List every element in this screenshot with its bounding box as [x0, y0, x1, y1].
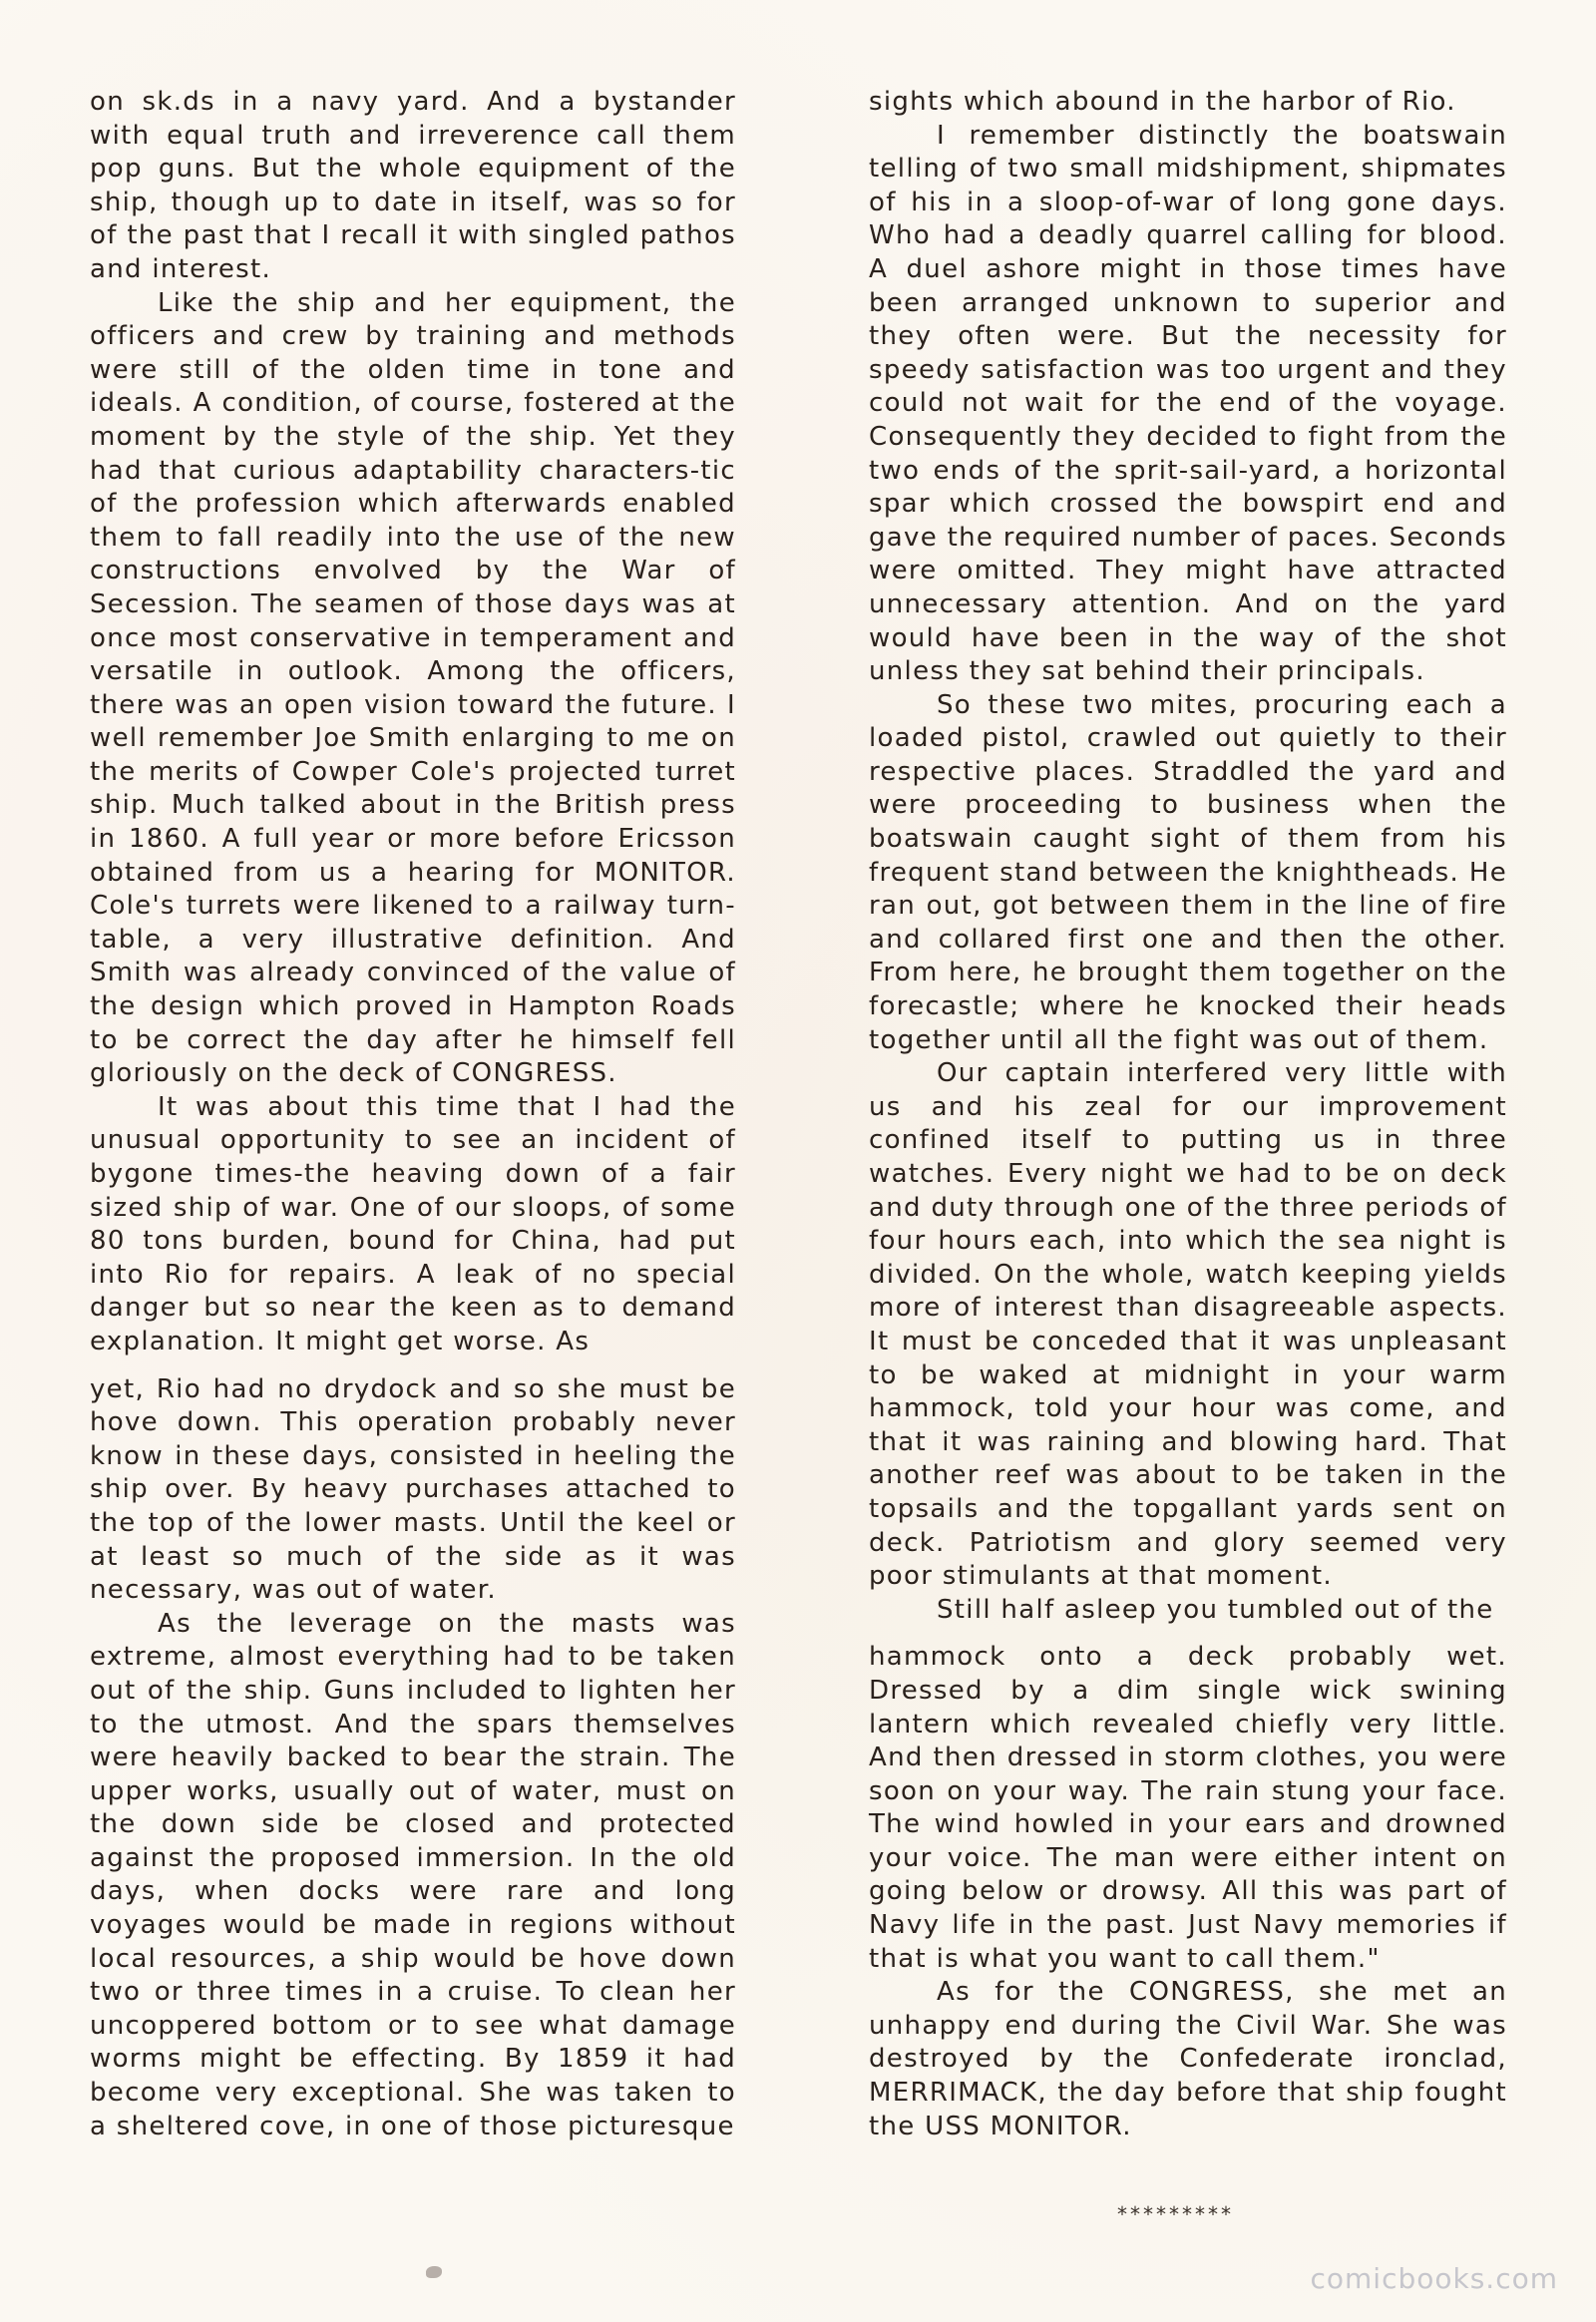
paragraph: It was about this time that I had the unusual opportunity to see an incident of bygone times-the heaving down of a fair sized ship of war. One of our sloops, of some 80 tons burden, bound for China, had put into Rio for repairs. A leak of no special danger but so near the keen as to demand explanation. It might get worse. As — [90, 1091, 736, 1356]
watermark: comicbooks.com — [1310, 2262, 1558, 2295]
paragraph: on sk.ds in a navy yard. And a bystander with equal truth and irreverence call them pop guns. But the whole equipment of the ship, though up to date in itself, was so for of the past that I recall it with singled pathos and interest. — [90, 87, 736, 284]
paragraph: Our captain interfered very little with us and his zeal for our improvement confined itself to putting us in three watches. Every night we had to be on deck and duty through one of the three periods of four hours each, into which the sea night is divided. On the whole, watch keeping yields more of interest than disagreeable aspects. It must be conceded that it was unpleasant to be waked at midnight in your warm hammock, told your hour was come, and that it was raining and blowing hard. That another reef was about to be taken in the topsails and the topgallant yards sent on deck. Patriotism and glory seemed very poor stimulants at that moment. — [869, 1058, 1507, 1592]
paragraph: Still half asleep you tumbled out of the — [937, 1594, 1494, 1625]
paragraph: sights which abound in the harbor of Rio. — [869, 87, 1456, 117]
paragraph: Like the ship and her equipment, the officers and crew by training and methods were still of the olden time in tone and ideals. A condition, of course, fostered at the moment by the style of the ship. Yet they had that curious adaptability characters-tic of the profession which afterwards enabled them to fall readily into the use of the new constructions envolved by the War of Secession. The seamen of those days was at once most conservative in temperament and versatile in outlook. Among the officers, there was an open vision toward the future. I well remember Joe Smith enlarging to me on the merits of Cowper Cole's projected turret ship. Much talked about in the British press in 1860. A full year or more before Ericsson obtained from us a hearing for MONITOR. Cole's turrets were likened to a railway turn-table, a very illustrative definition. And Smith was already convinced of the value of the design which proved in Hampton Roads to be correct the day after he himself fell gloriously on the deck of CONGRESS. — [90, 287, 736, 1089]
paragraph: So these two mites, procuring each a loaded pistol, crawled out quietly to their respective places. Straddled the yard and were proceeding to business when the boatswain caught sight of them from his frequent stand between the knightheads. He ran out, got between them in the line of fire and collared first one and then the other. From here, he brought them together on the forecastle; where he knocked their heads together until all the fight was out of them. — [869, 689, 1507, 1055]
paragraph: I remember distinctly the boatswain telling of two small midshipment, shipmates of his in a sloop-of-war of long gone days. Who had a deadly quarrel calling for blood. A duel ashore might in those times have been arranged unknown to superior and they often were. But the necessity for speedy satisfaction was too urgent and they could not wait for the end of the voyage. Consequently they decided to fight from the two ends of the sprit-sail-yard, a horizontal spar which crossed the bowspirt end and gave the required number of paces. Seconds were omitted. They might have attracted unnecessary attention. And on the yard would have been in the way of the shot unless they sat behind their principals. — [869, 120, 1507, 687]
right-text-column — [869, 86, 1507, 2143]
left-text-column — [90, 86, 736, 2143]
paragraph: hammock onto a deck probably wet. Dressed by a dim single wick swining lantern which revealed chiefly very little. And then dressed in storm clothes, you were soon on your way. The rain stung your face. The wind howled in your ears and drowned your voice. The man were either intent on going below or drowsy. All this was part of Navy life in the past. Just Navy memories if that is what you want to call them." — [869, 1642, 1507, 1974]
section-end-mark: ********* — [1117, 2202, 1234, 2226]
paragraph: As the leverage on the masts was extreme, almost everything had to be taken out of the ship. Guns included to lighten her to the utmost. And the spars themselves were heavily backed to bear the strain. The upper works, usually out of water, must on the down side be closed and protected against the proposed immersion. In the old days, when docks were rare and long voyages would be made in regions without local resources, a ship would be hove down two or three times in a cruise. To clean her uncoppered bottom or to see what damage worms might be effecting. By 1859 it had become very exceptional. She was taken to a sheltered cove, in one of those picturesque — [90, 1608, 736, 2141]
paragraph: yet, Rio had no drydock and so she must be hove down. This operation probably never know in these days, consisted in heeling the ship over. By heavy purchases attached to the top of the lower masts. Until the keel or at least so much of the side as it was necessary, was out of water. — [90, 1373, 736, 1606]
paragraph: As for the CONGRESS, she met an unhappy end during the Civil War. She was destroyed by the Confederate ironclad, MERRIMACK, the day before that ship fought the USS MONITOR. — [869, 1977, 1507, 2141]
ink-smudge — [426, 2266, 442, 2278]
